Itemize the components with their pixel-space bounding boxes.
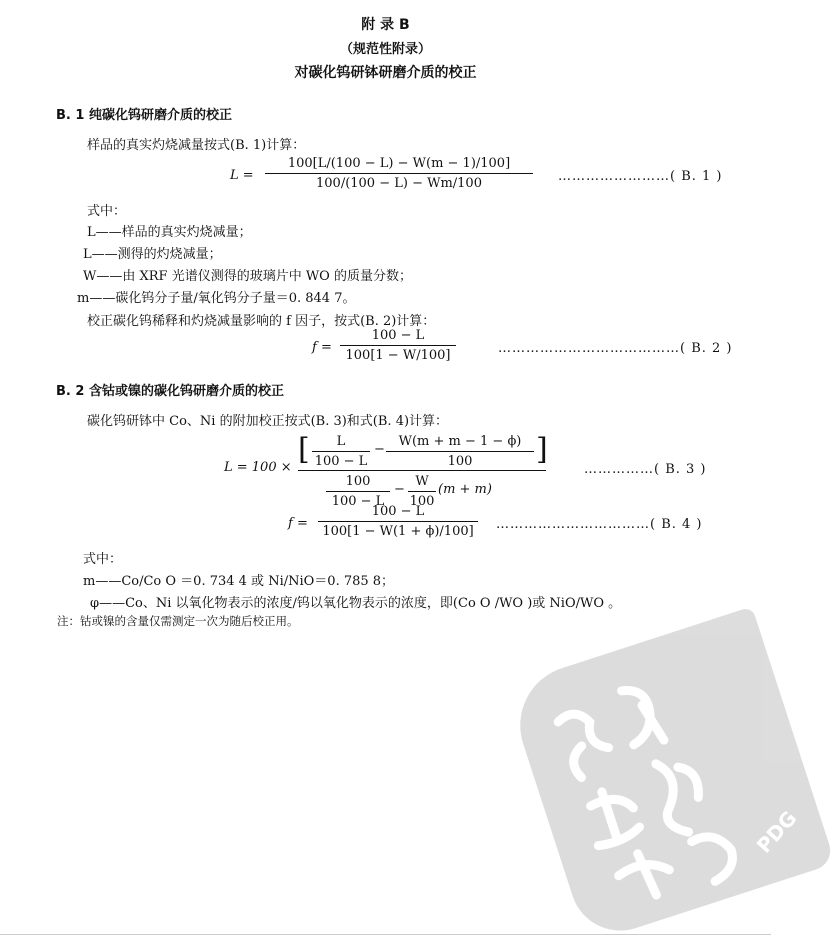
- eq2-lhs: f =: [312, 340, 332, 355]
- b1-def-2: L——测得的灼烧减量；: [83, 247, 222, 262]
- eq3-bracket-open: [: [298, 432, 310, 467]
- seal-strokes-icon: [505, 606, 835, 943]
- eq2-fraction: [340, 328, 456, 363]
- eq2-numerator: 100 − L: [340, 328, 456, 346]
- eq4-fraction: [318, 504, 478, 539]
- eq3-tail: (m + m): [438, 482, 492, 497]
- eq1-lhs: L =: [230, 168, 254, 183]
- eq3-main-rule: [298, 470, 546, 471]
- eq3-frac-b-num: W(m + m − 1 − ϕ): [386, 434, 534, 452]
- b2-def-2: φ——Co、Ni 以氧化物表示的浓度/钨以氧化物表示的浓度，即(Co O /WO )或 NiO/WO 。: [90, 596, 622, 611]
- eq1-tag: ……………………( B. 1 ): [558, 169, 723, 184]
- b2-intro: 碳化钨研钵中 Co、Ni 的附加校正按式(B. 3)和式(B. 4)计算：: [87, 414, 449, 429]
- appendix-title: 对碳化钨研钵研磨介质的校正: [294, 65, 477, 81]
- eq3-frac-b-den: 100: [447, 454, 473, 469]
- eq3-top-bracket: [298, 428, 546, 468]
- appendix-label: 附 录 B: [361, 17, 410, 33]
- b2-def-1: m——Co/Co O ＝0. 734 4 或 Ni/NiO＝0. 785 8；: [83, 574, 395, 589]
- eq2-tag: …………………………………( B. 2 ): [498, 341, 733, 356]
- b2-where: 式中：: [83, 552, 123, 567]
- b1-def-1: L——样品的真实灼烧减量；: [87, 225, 252, 240]
- watermark-label: PDG: [751, 806, 802, 858]
- eq2-denominator: 100[1 − W/100]: [345, 348, 451, 363]
- eq4-tag: ……………………………( B. 4 ): [496, 517, 703, 532]
- b1-f-intro: 校正碳化钨稀释和灼烧减量影响的 f 因子，按式(B. 2)计算：: [87, 314, 436, 329]
- eq3-minus: −: [374, 442, 385, 457]
- eq3-frac-d-num: W: [408, 474, 436, 492]
- section-b1-heading: B. 1 纯碳化钨研磨介质的校正: [56, 108, 232, 123]
- eq3-frac-b: [386, 434, 534, 469]
- eq3-bracket-close: ]: [536, 432, 548, 467]
- eq3-frac-a-den: 100 − L: [314, 454, 368, 469]
- eq1-denominator: 100/(100 − L) − Wm/100: [316, 176, 482, 191]
- eq4-denominator: 100[1 − W(1 + ϕ)/100]: [322, 524, 474, 539]
- eq1-fraction: [265, 156, 533, 191]
- eq3-frac-c-den: 100 − L: [331, 494, 385, 509]
- eq4-numerator: 100 − L: [318, 504, 478, 522]
- eq1-numerator: 100[L/(100 − L) − W(m − 1)/100]: [265, 156, 533, 174]
- page-bottom-rule: [0, 934, 771, 935]
- b1-def-3: W——由 XRF 光谱仪测得的玻璃片中 WO 的质量分数；: [83, 269, 412, 284]
- section-b2-heading: B. 2 含钴或镍的碳化钨研磨介质的校正: [56, 384, 284, 399]
- eq4-lhs: f =: [288, 516, 308, 531]
- eq3-lhs: L = 100 ×: [224, 460, 292, 475]
- eq3-tag: ……………( B. 3 ): [584, 462, 707, 477]
- eq3-frac-a: [312, 434, 370, 469]
- b1-def-4: m——碳化钨分子量/氧化钨分子量＝0. 844 7。: [77, 291, 356, 306]
- watermark-seal: [505, 606, 835, 943]
- eq3-frac-a-num: L: [312, 434, 370, 452]
- eq3-frac-d-den: 100: [409, 494, 435, 509]
- appendix-note: （规范性附录）: [339, 42, 431, 57]
- b1-intro: 样品的真实灼烧减量按式(B. 1)计算：: [87, 138, 306, 153]
- eq3-minus-2: −: [394, 482, 405, 497]
- b1-where: 式中：: [87, 204, 127, 219]
- eq3-frac-c-num: 100: [326, 474, 390, 492]
- b2-footnote: 注：钴或镍的含量仅需测定一次为随后校正用。: [57, 614, 299, 628]
